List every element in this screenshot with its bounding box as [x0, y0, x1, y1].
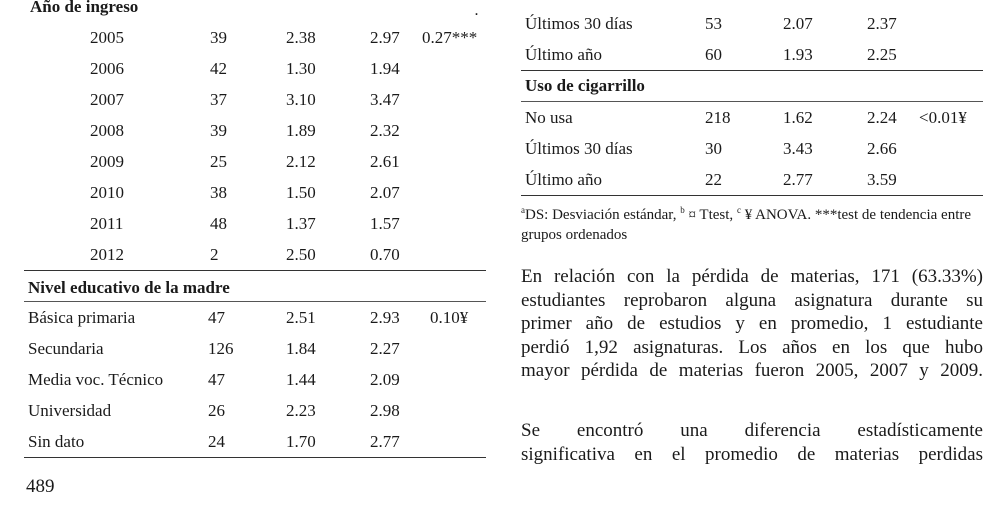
cell-sd: 2.61 [370, 152, 400, 171]
cell-n: 2 [210, 245, 219, 264]
cell-mean: 2.51 [286, 308, 316, 327]
cell-mean: 2.77 [783, 170, 813, 189]
cell-label: 2007 [90, 90, 124, 109]
table-row [24, 364, 486, 395]
cell-label: Último año [525, 45, 602, 64]
cell-sd: 2.93 [370, 308, 400, 327]
cell-sd: 2.07 [370, 183, 400, 202]
table-row [24, 302, 486, 333]
section-title-nivel-educativo: Nivel educativo de la madre [24, 271, 486, 302]
cell-label: Media voc. Técnico [28, 370, 164, 389]
cell-n: 39 [210, 121, 227, 140]
table-row [24, 333, 486, 364]
cell-mean: 2.50 [286, 245, 316, 264]
cell-label: 2009 [90, 152, 124, 171]
cell-label: Universidad [28, 401, 112, 420]
left-table [24, 0, 486, 458]
table-row [24, 208, 486, 239]
cell-label: 2006 [90, 59, 124, 78]
cell-n: 126 [208, 339, 234, 358]
table-row [24, 115, 486, 146]
divider [24, 457, 486, 458]
cell-p: 0.27*** [422, 28, 478, 47]
cell-sd: 2.32 [370, 121, 400, 140]
cell-p: <0.01¥ [919, 108, 967, 127]
cell-label: Último año [525, 170, 602, 189]
cell-n: 42 [210, 59, 227, 78]
cell-n: 218 [705, 108, 731, 127]
right-table [521, 0, 983, 465]
cell-label: 2011 [90, 214, 124, 233]
cell-n: 25 [210, 152, 227, 171]
cell-p: 0.10¥ [430, 308, 469, 327]
section-title-ano-ingreso: Año de ingreso . [30, 0, 478, 18]
cell-sd: 2.27 [370, 339, 400, 358]
cell-n: 37 [210, 90, 227, 109]
cell-n: 60 [705, 45, 722, 64]
cell-sd: 2.98 [370, 401, 400, 420]
cell-sd: 0.70 [370, 245, 400, 264]
cell-sd: 3.59 [867, 170, 897, 189]
cell-mean: 2.23 [286, 401, 316, 420]
cell-mean: 1.70 [286, 432, 316, 451]
cell-n: 39 [210, 28, 227, 47]
cell-sd: 1.94 [370, 59, 400, 78]
cell-n: 47 [208, 308, 225, 327]
cell-label: 2008 [90, 121, 124, 140]
cell-mean: 3.43 [783, 139, 813, 158]
section1-rows [24, 22, 486, 270]
cell-label: Últimos 30 días [525, 139, 633, 158]
cell-mean: 1.37 [286, 214, 316, 233]
cigarette-rows [521, 102, 983, 195]
cell-sd: 2.24 [867, 108, 897, 127]
table-row [24, 395, 486, 426]
body-paragraph-2: Se encontró una diferencia estadísticamente significativa en el promedio de materias perdidas [521, 420, 983, 465]
cell-label: Secundaria [28, 339, 104, 358]
cell-mean: 3.10 [286, 90, 316, 109]
cell-mean: 1.93 [783, 45, 813, 64]
cell-sd: 2.97 [370, 28, 400, 47]
cell-label: Últimos 30 días [525, 14, 633, 33]
table-row [521, 164, 983, 195]
table-row [24, 84, 486, 115]
cell-mean: 1.30 [286, 59, 316, 78]
cell-sd: 2.25 [867, 45, 897, 64]
cell-mean: 1.89 [286, 121, 316, 140]
table-footnote: $^a$DS: Desviación estándar, $^b$ ¤ Ttest, $^c$ ¥ ANOVA. ***test de tendencia entre grupos ordenados [521, 205, 972, 243]
cell-label: Sin dato [28, 432, 85, 451]
cell-n: 48 [210, 214, 227, 233]
cell-sd: 2.66 [867, 139, 897, 158]
cell-label: No usa [525, 108, 573, 127]
table-row [24, 426, 486, 457]
cell-n: 22 [705, 170, 722, 189]
cell-mean: 1.44 [286, 370, 316, 389]
cell-sd: 3.47 [370, 90, 400, 109]
divider [521, 195, 983, 196]
table-row [521, 8, 983, 39]
cell-n: 26 [208, 401, 225, 420]
cell-mean: 1.62 [783, 108, 813, 127]
section-title-uso-cigarrillo: Uso de cigarrillo [521, 71, 983, 102]
cell-mean: 2.12 [286, 152, 316, 171]
cell-mean: 2.38 [286, 28, 316, 47]
cell-sd: 1.57 [370, 214, 400, 233]
cell-mean: 2.07 [783, 14, 813, 33]
cell-mean: 1.50 [286, 183, 316, 202]
cell-label: 2005 [90, 28, 124, 47]
table-row [24, 22, 486, 53]
cell-n: 30 [705, 139, 722, 158]
cell-n: 53 [705, 14, 722, 33]
cell-n: 38 [210, 183, 227, 202]
top-rows [521, 8, 983, 70]
table-row [24, 239, 486, 270]
cell-sd: 2.77 [370, 432, 400, 451]
table-row [521, 102, 983, 133]
page-number: 489 [26, 476, 55, 497]
cell-sd: 2.09 [370, 370, 400, 389]
table-row [24, 146, 486, 177]
cell-label: Básica primaria [28, 308, 136, 327]
cell-mean: 1.84 [286, 339, 316, 358]
table-row [24, 177, 486, 208]
table-row [521, 39, 983, 70]
cell-n: 47 [208, 370, 225, 389]
body-paragraph-1: En relación con la pérdida de materias, 171 (63.33%) estudiantes reprobaron alguna asignatura durante su primer año de estudios y en promedio, 1 estudiante perdió 1,92 asignaturas. Los años en los que hubo mayor pérdida de materias fueron 2005, 2007 y 2009. [521, 266, 983, 381]
cell-label: 2012 [90, 245, 124, 264]
cell-sd: 2.37 [867, 14, 897, 33]
table-row [521, 133, 983, 164]
cell-label: 2010 [90, 183, 124, 202]
stray-mark: . [475, 4, 478, 18]
section2-rows [24, 302, 486, 457]
table-row [24, 53, 486, 84]
cell-n: 24 [208, 432, 225, 451]
